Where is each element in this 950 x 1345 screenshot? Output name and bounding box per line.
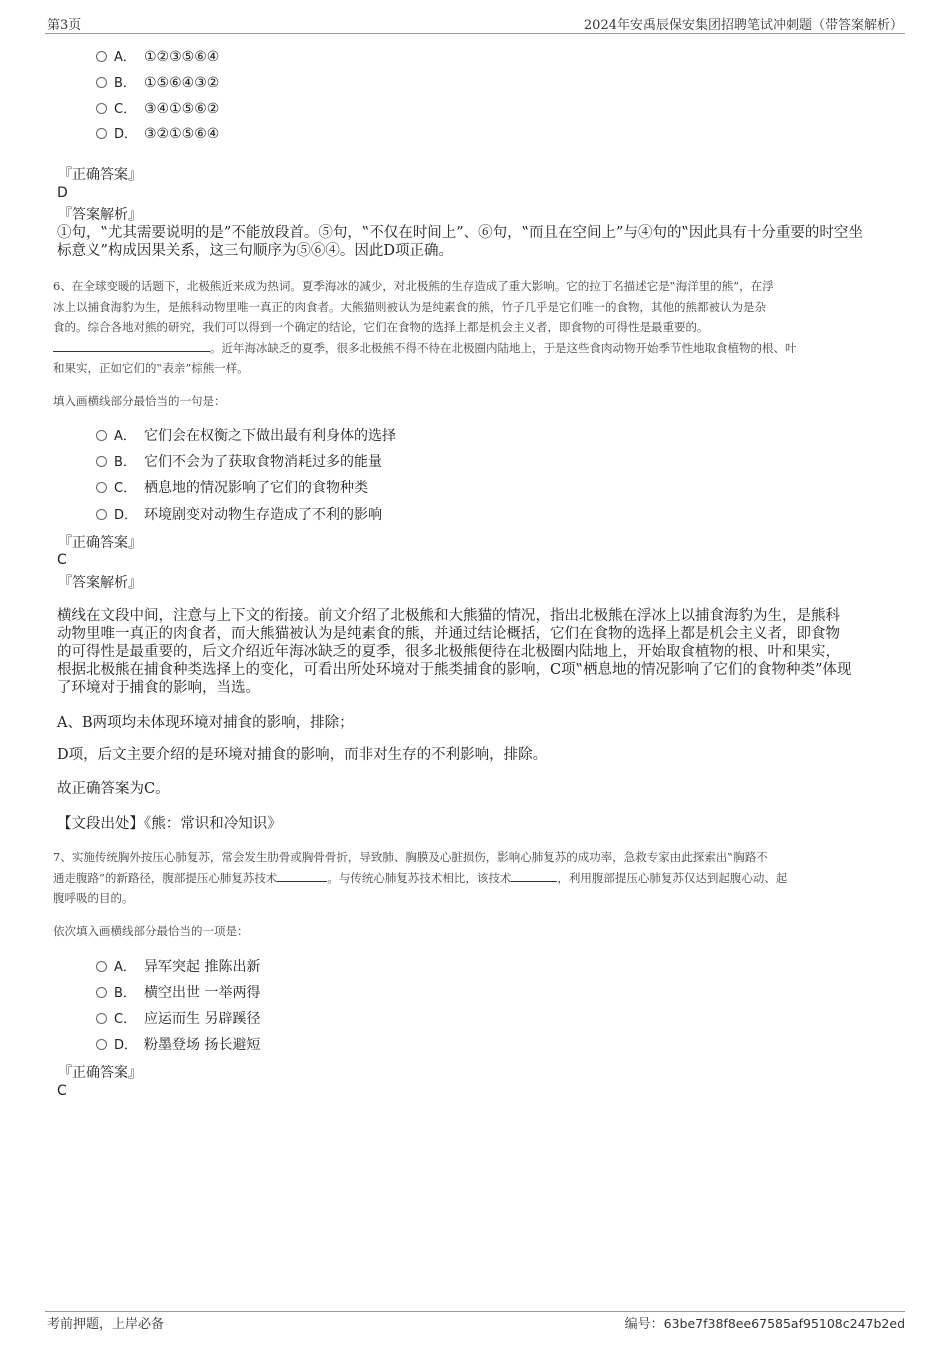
q7-stem-line-2: 通走腹路”的新路径，腹部提压心肺复苏技术 。与传统心肺复苏技术相比，该技术 ，利用腹部提压心肺复苏仅达到起腹心动、起 [53,871,788,885]
q6-answer-label: 『正确答案』 [58,535,142,551]
q6-analysis-line-4: 根据北极熊在捕食种类选择上的变化，可看出所处环境对于熊类捕食的影响，C项‟栖息地的情况影响了它们的食物种类”体现 [57,662,852,678]
footer-slogan: 考前押题，上岸必备 [47,1317,165,1332]
document-title: 2024年安禹辰保安集团招聘笔试冲刺题（带答案解析） [583,18,903,33]
radio-icon[interactable] [96,128,107,139]
radio-icon[interactable] [96,987,107,998]
q5-option-d[interactable]: D． ③②①⑤⑥④ [96,124,219,144]
q6-option-a[interactable]: A． 它们会在权衡之下做出最有利身体的选择 [96,426,396,446]
q6-analysis-label: 『答案解析』 [58,575,142,591]
q6-analysis-para-3: D项，后文主要介绍的是环境对捕食的影响，而非对生存的不利影响，排除。 [57,747,548,763]
header-divider [45,33,905,34]
q6-prompt: 填入画横线部分最恰当的一句是： [53,394,226,408]
q6-option-c[interactable]: C． 栖息地的情况影响了它们的食物种类 [96,478,368,498]
q6-stem-line-1: 6、在全球变暖的话题下，北极熊近来成为热词。夏季海冰的减少，对北极熊的生存造成了重大影响。它的拉丁名描述它是‟海洋里的熊”，在浮 [53,279,774,293]
q7-stem-line-3: 腹呼吸的目的。 [53,891,134,905]
q5-option-a[interactable]: A． ①②③⑤⑥④ [96,47,219,67]
radio-icon[interactable] [96,482,107,493]
radio-icon[interactable] [96,1013,107,1024]
q6-analysis-para-4: 故正确答案为C。 [57,781,170,797]
q6-stem-line-3: 食的。综合各地对熊的研究，我们可以得到一个确定的结论，它们在食物的选择上都是机会主义者，即食物的可得性是最重要的。 [53,320,709,334]
q6-option-d[interactable]: D． 环境剧变对动物生存造成了不利的影响 [96,505,382,525]
q6-analysis-line-5: 了环境对于捕食的影响，当选。 [57,680,260,696]
q6-option-b[interactable]: B． 它们不会为了获取食物消耗过多的能量 [96,452,382,472]
radio-icon[interactable] [96,509,107,520]
q6-answer: C [57,552,67,568]
q6-source: 【文段出处】《熊：常识和冷知识》 [57,816,282,832]
q6-analysis-para-2: A、B两项均未体现环境对捕食的影响，排除； [57,715,354,731]
q5-option-b[interactable]: B． ①⑤⑥④③② [96,73,219,93]
q6-analysis-line-3: 的可得性是最重要的，后文介绍近年海冰缺乏的夏季，很多北极熊便待在北极圈内陆地上，开始取食植物的根、叶和果实， [57,644,840,660]
radio-icon[interactable] [96,961,107,972]
radio-icon[interactable] [96,51,107,62]
q5-answer: D [57,185,68,201]
radio-icon[interactable] [96,430,107,441]
q7-stem-line-1: 7、实施传统胸外按压心肺复苏，常会发生肋骨或胸骨骨折，导致肺、胸膜及心脏损伤，影响心肺复苏的成功率，急救专家由此探索出‟胸路不 [53,850,768,864]
q6-analysis-line-2: 动物里唯一真正的肉食者，而大熊猫被认为是纯素食的熊，并通过结论概括，它们在食物的选择上都是机会主义者，即食物 [57,626,840,642]
q6-analysis-line-1: 横线在文段中间，注意与上下文的衔接。前文介绍了北极熊和大熊猫的情况，指出北极熊在浮冰上以捕食海豹为生，是熊科 [57,608,840,624]
radio-icon[interactable] [96,103,107,114]
fill-blank-2[interactable] [511,869,557,882]
q7-option-d[interactable]: D． 粉墨登场 扬长避短 [96,1035,260,1055]
q5-analysis-line-2: 标意义”构成因果关系，这三句顺序为⑤⑥④。因此D项正确。 [57,243,454,259]
q6-stem-line-2: 冰上以捕食海豹为生，是熊科动物里唯一真正的肉食者。大熊猫则被认为是纯素食的熊，竹子几乎是它们唯一的食物，其他的熊都被认为是杂 [53,300,766,314]
footer-code: 编号：63be7f38f8ee67585af95108c247b2ed [624,1316,905,1332]
q7-option-c[interactable]: C． 应运而生 另辟蹊径 [96,1009,260,1029]
fill-blank-1[interactable] [277,869,327,882]
q7-prompt: 依次填入画横线部分最恰当的一项是： [53,924,249,938]
fill-blank[interactable] [53,339,210,352]
q5-analysis-label: 『答案解析』 [58,207,142,223]
q5-option-c[interactable]: C． ③④①⑤⑥② [96,99,219,119]
radio-icon[interactable] [96,1039,107,1050]
q6-stem-line-4: 。近年海冰缺乏的夏季，很多北极熊不得不待在北极圈内陆地上，于是这些食肉动物开始季节性地取食植物的根、叶 [53,339,903,358]
q5-analysis-line-1: ①句，‟尤其需要说明的是”不能放段首。⑤句，‟不仅在时间上”、⑥句，‟而且在空间上”与④句的‟因此具有十分重要的时空坐 [57,225,863,241]
q7-answer-label: 『正确答案』 [58,1065,142,1081]
q5-answer-label: 『正确答案』 [58,167,142,183]
q6-stem-line-5: 和果实，正如它们的‟表亲”棕熊一样。 [53,361,249,375]
q7-answer: C [57,1083,67,1099]
footer-divider [45,1311,905,1312]
radio-icon[interactable] [96,456,107,467]
q7-option-a[interactable]: A． 异军突起 推陈出新 [96,957,260,977]
radio-icon[interactable] [96,77,107,88]
q7-option-b[interactable]: B． 横空出世 一举两得 [96,983,260,1003]
page-number: 第3页 [47,18,82,33]
